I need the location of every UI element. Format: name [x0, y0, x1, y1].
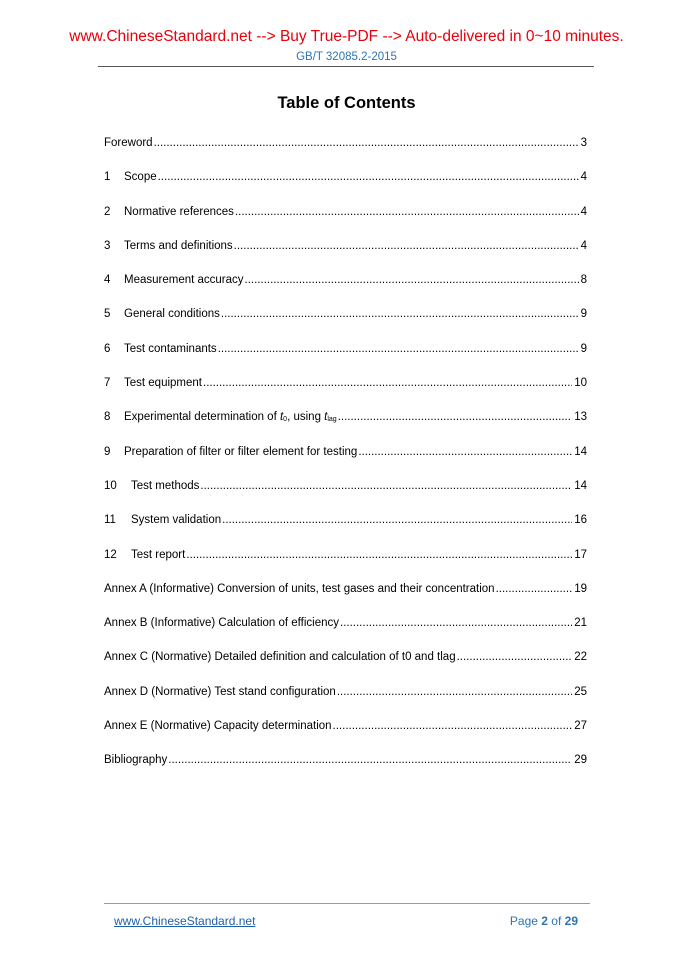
toc-entry-scope[interactable]	[104, 169, 587, 203]
toc-entry-number: 1	[104, 171, 111, 184]
toc-entry-annex-b[interactable]	[104, 615, 587, 649]
toc-entry-annex-d[interactable]	[104, 684, 587, 718]
toc-entry-page: 21	[574, 617, 587, 630]
toc-entry-number: 12	[104, 548, 117, 561]
toc-entry-measurement-accuracy[interactable]	[104, 272, 587, 306]
toc-entry-experimental-determination[interactable]	[104, 409, 587, 443]
toc-entry-test-equipment[interactable]	[104, 375, 587, 409]
dot-leader	[333, 718, 573, 734]
toc-entry-label: Annex A (Informative) Conversion of units, test gases and their concentration	[104, 582, 495, 595]
toc-entry-number: 10	[104, 479, 117, 492]
dot-leader	[222, 512, 572, 528]
toc-entry-page: 8	[580, 274, 587, 287]
dot-leader	[338, 409, 573, 425]
toc-entry-page: 25	[574, 685, 587, 698]
dot-leader	[200, 478, 572, 494]
toc-entry-number: 9	[104, 445, 111, 458]
toc-entry-page: 14	[574, 479, 587, 492]
toc-entry-label: Foreword	[104, 137, 153, 149]
toc-entry-label: Annex D (Normative) Test stand configuration	[104, 685, 336, 698]
dot-leader	[203, 375, 572, 391]
toc-entry-number: 8	[104, 411, 111, 424]
dot-leader	[496, 581, 573, 597]
toc-entry-foreword[interactable]	[104, 135, 587, 169]
toc-entry-system-validation[interactable]	[104, 512, 587, 546]
toc-entry-label: Test methods	[131, 479, 200, 492]
dot-leader	[340, 615, 572, 631]
toc-entry-page: 10	[574, 377, 587, 390]
toc-entry-label: Test contaminants	[124, 342, 217, 355]
dot-leader	[154, 135, 579, 151]
toc-entry-page: 4	[580, 239, 587, 252]
toc-entry-number: 7	[104, 377, 111, 390]
footer-divider	[104, 903, 590, 904]
toc-entry-label: Annex C (Normative) Detailed definition and calculation of t0 and tlag	[104, 651, 456, 664]
download-banner: www.ChineseStandard.net --> Buy True-PDF --> Auto-delivered in 0~10 minutes.	[69, 28, 624, 45]
toc-entry-page: 9	[580, 342, 587, 355]
toc-entry-page: 9	[580, 308, 587, 321]
toc-entry-label: Scope	[124, 171, 157, 184]
toc-entry-page: 19	[574, 582, 587, 595]
toc-entry-test-methods[interactable]	[104, 478, 587, 512]
toc-entry-label: Terms and definitions	[124, 239, 233, 252]
toc-entry-preparation-of-filter[interactable]	[104, 444, 587, 478]
toc-entry-label: Normative references	[124, 205, 234, 218]
toc-entry-page: 29	[574, 754, 587, 767]
toc-entry-label: Experimental determination of $t_0$, using $t_{lag}$	[124, 411, 337, 424]
toc-entry-test-contaminants[interactable]	[104, 341, 587, 375]
dot-leader	[168, 752, 572, 768]
toc-entry-page: 4	[580, 205, 587, 218]
toc-entry-page: 27	[574, 720, 587, 733]
header-divider	[98, 66, 594, 67]
dot-leader	[158, 169, 579, 185]
dot-leader	[234, 238, 579, 254]
toc-entry-label: Preparation of filter or filter element for testing	[124, 445, 358, 458]
toc-entry-label: Measurement accuracy	[124, 274, 244, 287]
toc-entry-bibliography[interactable]	[104, 752, 587, 786]
page-number: Page 2 of 29	[509, 914, 578, 928]
dot-leader	[218, 341, 579, 357]
toc-entry-general-conditions[interactable]	[104, 306, 587, 340]
toc-entry-page: 16	[574, 514, 587, 527]
toc-entry-annex-e[interactable]	[104, 718, 587, 752]
toc-entry-normative-references[interactable]	[104, 204, 587, 238]
toc-entry-number: 6	[104, 342, 111, 355]
website-link[interactable]: www.ChineseStandard.net	[114, 914, 256, 928]
toc-entry-page: 3	[580, 137, 587, 149]
toc-entry-label: System validation	[131, 514, 222, 527]
toc-entry-number: 3	[104, 239, 111, 252]
toc-entry-terms-and-definitions[interactable]	[104, 238, 587, 272]
toc-entry-page: 4	[580, 171, 587, 184]
toc-entry-page: 13	[574, 411, 587, 424]
dot-leader	[358, 444, 572, 460]
toc-entry-annex-c[interactable]	[104, 649, 587, 683]
dot-leader	[186, 547, 572, 563]
dot-leader	[337, 684, 572, 700]
toc-entry-annex-a[interactable]	[104, 581, 587, 615]
toc-entry-number: 11	[104, 514, 116, 527]
toc-entry-label: Annex B (Informative) Calculation of efficiency	[104, 617, 340, 630]
dot-leader	[457, 649, 573, 665]
toc-entry-page: 17	[574, 548, 587, 561]
toc-title: Table of Contents	[277, 94, 416, 112]
toc-entry-number: 4	[104, 274, 111, 287]
toc-entry-page: 14	[574, 445, 587, 458]
dot-leader	[235, 204, 579, 220]
toc-entry-test-report[interactable]	[104, 547, 587, 581]
toc-entry-label: General conditions	[124, 308, 220, 321]
toc-entry-label: Annex E (Normative) Capacity determination	[104, 720, 332, 733]
toc-entry-label: Test report	[131, 548, 186, 561]
toc-entry-number: 5	[104, 308, 111, 321]
dot-leader	[245, 272, 579, 288]
toc-entry-page: 22	[574, 651, 587, 664]
toc-entry-label: Test equipment	[124, 377, 202, 390]
toc-entry-number: 2	[104, 205, 111, 218]
dot-leader	[221, 306, 579, 322]
toc-entry-label: Bibliography	[104, 754, 168, 767]
table-of-contents	[104, 135, 587, 787]
standard-code: GB/T 32085.2-2015	[296, 51, 397, 63]
